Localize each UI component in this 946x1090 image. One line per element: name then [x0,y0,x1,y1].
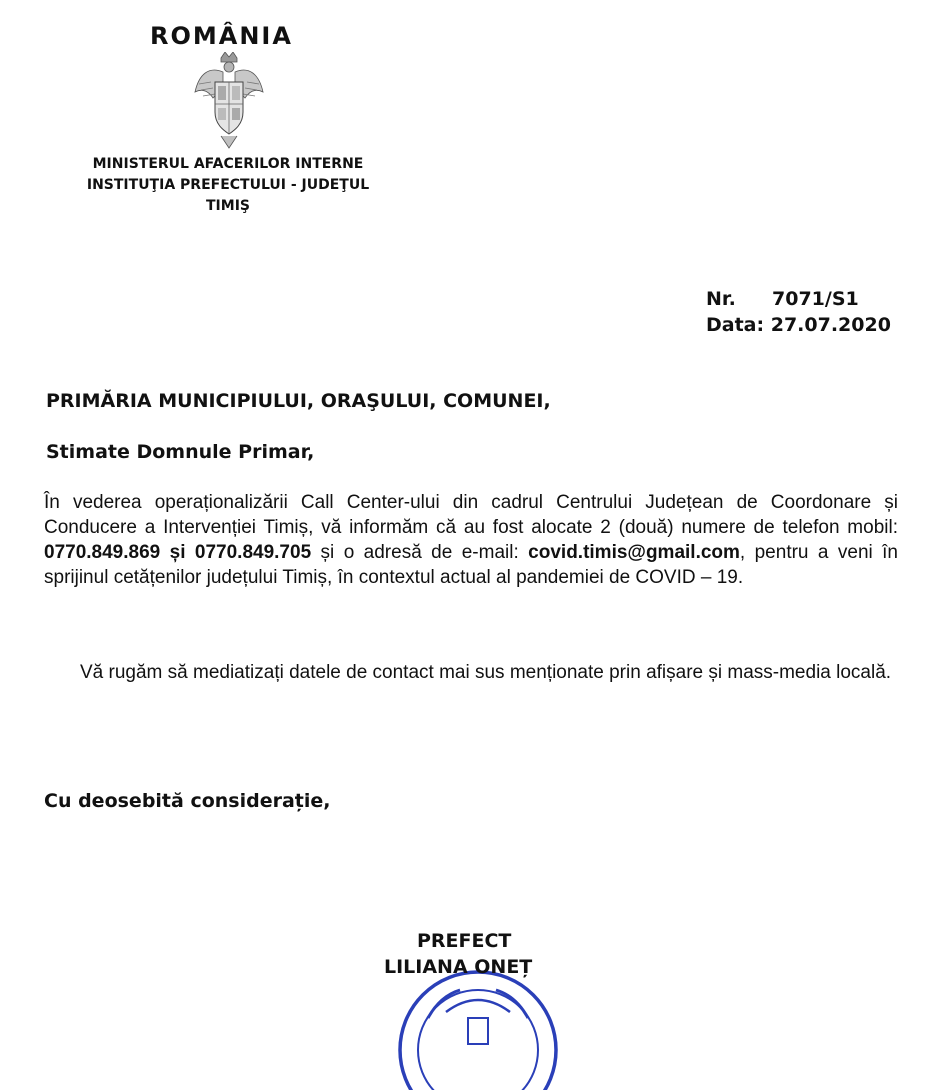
phone-numbers: 0770.849.869 și 0770.849.705 [44,542,312,563]
paragraph1-part2: și o adresă de e-mail: [311,542,529,563]
paragraph1-part3: , pentru a veni în sprijinul cetățenilor județului Timiș, în contextul actual al pandemiei de COVID – 19. [44,542,899,588]
signature-name: LILIANA ONEȚ [384,956,533,978]
reference-number-value: 7071/S1 [772,288,859,310]
addressee: PRIMĂRIA MUNICIPIULUI, ORAŞULUI, COMUNEI, [46,390,551,412]
reference-date-value: 27.07.2020 [770,314,891,336]
coat-of-arms-icon [193,52,265,150]
contact-email: covid.timis@gmail.com [528,542,740,563]
stamp-icon [388,960,568,1090]
body-paragraph-2: Vă rugăm să mediatizați datele de contact mai sus menționate prin afișare și mass-media locală. [80,662,892,683]
institution-line-1: MINISTERUL AFACERILOR INTERNE [92,156,364,172]
institution-line-2: INSTITUŢIA PREFECTULUI - JUDEŢUL [86,177,370,193]
signature-title: PREFECT [417,930,512,952]
reference-date [706,314,891,336]
reference-number-label: Nr. [706,288,736,310]
salutation: Stimate Domnule Primar, [46,441,315,463]
reference-number [706,288,859,310]
country-title: ROMÂNIA [150,22,293,50]
paragraph1-part1: În vederea operaționalizării Call Center-ului din cadrul Centrului Județean de Coordonare și Conducere a Intervenției Timiș, vă informăm că au fost alocate 2 (două) numere de telefon mobil: [44,492,898,538]
body-paragraph-1 [44,490,898,590]
reference-date-label: Data: [706,314,765,336]
institution-line-3: TIMIŞ [206,198,250,214]
closing-line: Cu deosebită considerație, [44,790,331,812]
